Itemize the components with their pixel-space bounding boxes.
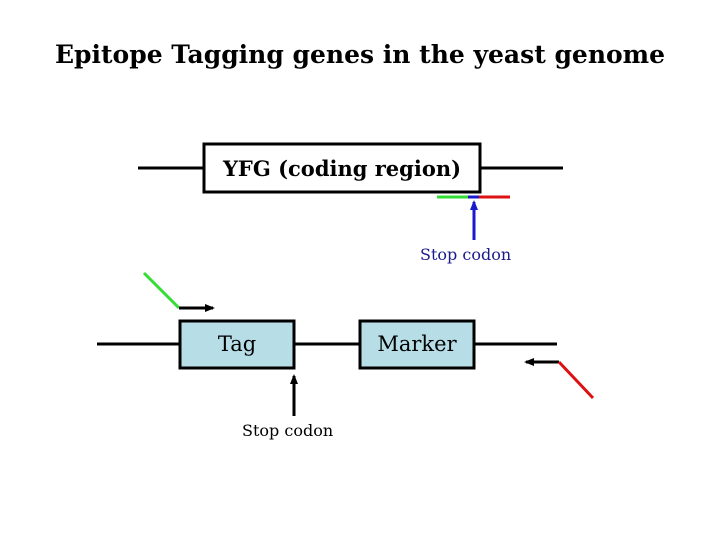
forward-primer-green — [144, 273, 179, 308]
slide-title: Epitope Tagging genes in the yeast genome — [54, 40, 666, 69]
reverse-primer-red — [559, 362, 593, 398]
stop-codon-label-bottom: Stop codon — [242, 421, 334, 440]
marker-label: Marker — [377, 332, 457, 356]
stop-codon-label-top: Stop codon — [420, 245, 512, 264]
tag-label: Tag — [217, 332, 257, 356]
yfg-label: YFG (coding region) — [222, 156, 462, 181]
